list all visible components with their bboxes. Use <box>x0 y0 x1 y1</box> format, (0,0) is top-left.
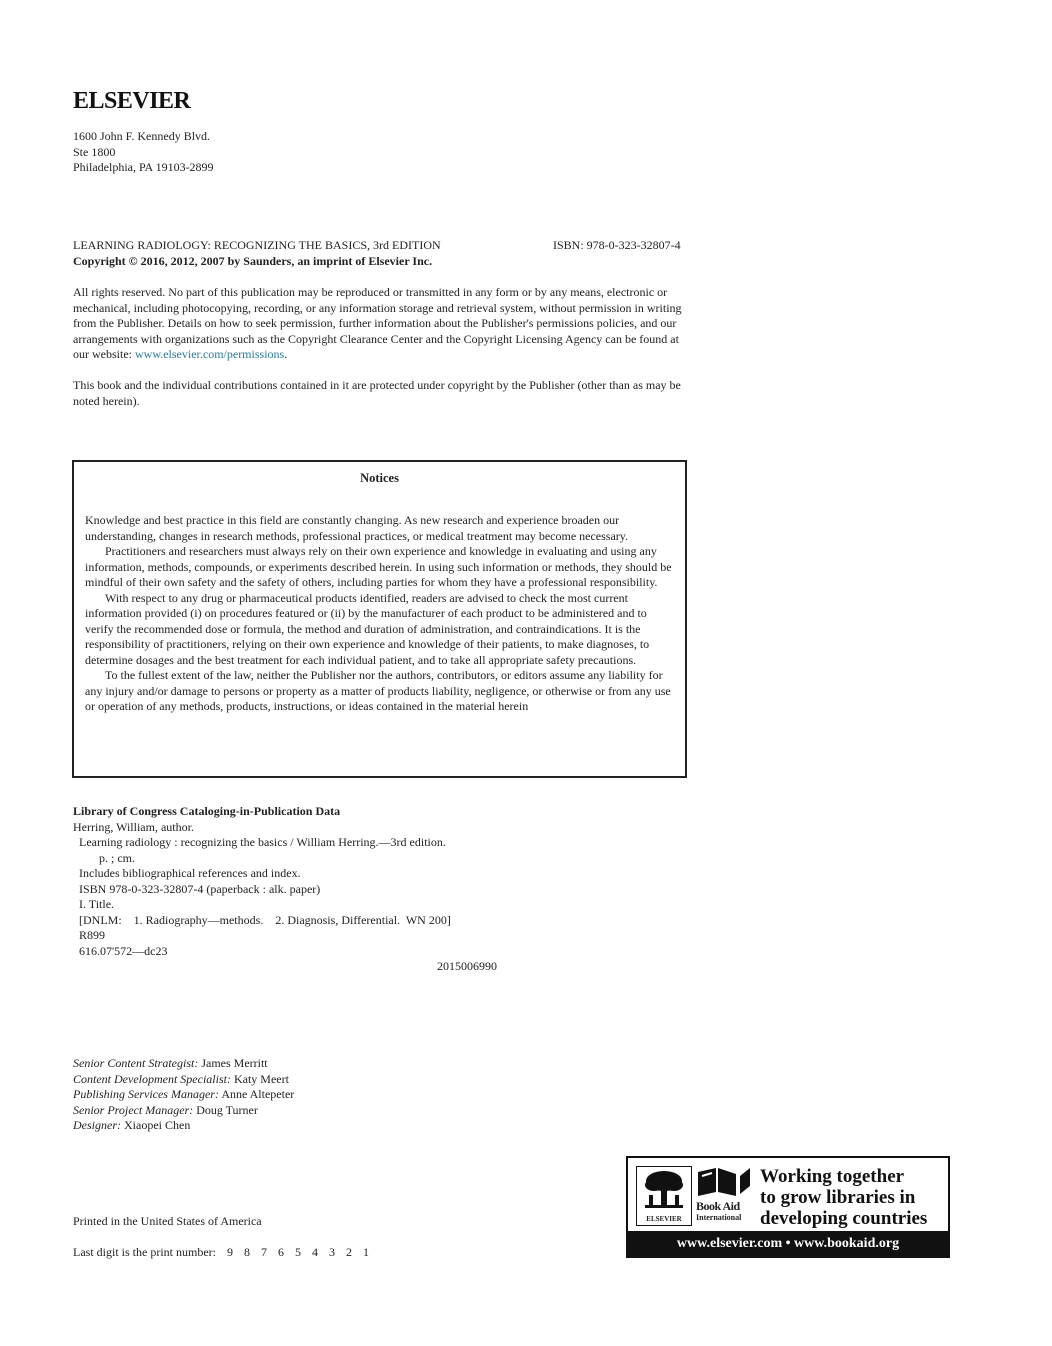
cataloging-lccn: 2015006990 <box>437 959 497 973</box>
tagline-line: to grow libraries in <box>760 1187 916 1208</box>
credit-name: Xiaopei Chen <box>124 1118 191 1132</box>
notice-paragraph: To the fullest extent of the law, neither the Publisher nor the authors, contributors, or editors assume any liability for any injury and/or damage to persons or property as a matter of products liability, negligence, or otherwise or from any use or operation of any methods, products, instructions, or ideas contained in the material herein <box>85 668 671 713</box>
bookaid-logo-sub: International <box>696 1213 742 1222</box>
notice-paragraph: Knowledge and best practice in this field are constantly changing. As new research and experience broaden our understanding, changes in research methods, professional practices, or medical treatment may become necessary. <box>85 513 629 543</box>
print-number-digits: 9 8 7 6 5 4 3 2 1 <box>226 1245 369 1259</box>
elsevier-small-text: ELSEVIER <box>646 1215 682 1223</box>
notice-paragraph: With respect to any drug or pharmaceutical products identified, readers are advised to check the most current information provided (i) on procedures featured or (ii) by the manufacturer of each product to be administered and to verify the recommended dose or formula, the method and duration of administration, and contraindications. It is the responsibility of practitioners, relying on their own experience and knowledge of their patients, to make diagnoses, to determine dosages and the best treatment for each individual patient, and to take all appropriate safety precautions. <box>85 590 650 667</box>
rights-end: . <box>284 347 288 361</box>
rights-statement <box>73 285 693 363</box>
print-number-label: Last digit is the print number: <box>73 1245 216 1259</box>
address-line: Ste 1800 <box>73 144 116 159</box>
credit-role: Publishing Services Manager: <box>73 1087 219 1101</box>
credit-role: Designer: <box>73 1118 121 1132</box>
cataloging-call-number: R899 <box>79 928 106 942</box>
elsevier-tree-logo <box>636 1166 692 1226</box>
tree-icon <box>637 1167 691 1211</box>
print-number-line <box>73 1245 369 1261</box>
credit-name: Katy Meert <box>233 1071 289 1086</box>
book-title: LEARNING RADIOLOGY: RECOGNIZING THE BASICS, 3rd EDITION <box>73 238 441 252</box>
cataloging-author: Herring, William, author. <box>73 819 194 834</box>
cataloging-dnlm: [DNLM: 1. Radiography—methods. 2. Diagnosis, Differential. WN 200] <box>79 912 451 927</box>
book-icon <box>696 1166 752 1200</box>
cataloging-title-entry: I. Title. <box>79 897 115 911</box>
cataloging-dewey: 616.07'572—dc23 <box>79 943 168 958</box>
tagline-line: Working together <box>760 1166 905 1187</box>
notices-box <box>72 460 687 778</box>
credit-item <box>73 1118 294 1134</box>
notices-body <box>85 513 676 715</box>
credit-item <box>73 1072 294 1088</box>
credit-role: Content Development Specialist: <box>73 1071 231 1086</box>
notices-title: Notices <box>360 471 399 485</box>
bookaid-logo <box>696 1166 752 1224</box>
credit-name: Doug Turner <box>196 1102 258 1117</box>
publisher-address <box>73 129 214 176</box>
cataloging-heading: Library of Congress Cataloging-in-Publication Data <box>73 804 341 818</box>
bookaid-tagline <box>760 1166 927 1229</box>
printed-in: Printed in the United States of America <box>73 1214 262 1228</box>
publisher-logo: ELSEVIER <box>73 88 191 114</box>
credit-item <box>73 1087 294 1103</box>
credits-list <box>73 1056 294 1134</box>
book-isbn: ISBN: 978-0-323-32807-4 <box>553 238 681 252</box>
rights-text: All rights reserved. No part of this publication may be reproduced or transmitted in any form or by any means, electronic or mechanical, including photocopying, recording, or any information storage and retrieval system, without permission in writing from the Publisher. Details on how to seek permission, further information about the Publisher's permissions policies, and our arrangements with organizations such as the Copyright Clearance Center and the Copyright Licensing Agency can be found at our website: <box>73 285 682 361</box>
permissions-link[interactable]: www.elsevier.com/permissions <box>135 347 285 361</box>
address-line: Philadelphia, PA 19103-2899 <box>73 160 214 174</box>
cataloging-title: Learning radiology : recognizing the basics / William Herring.—3rd edition. <box>79 835 446 849</box>
bookaid-logo-name: Book Aid <box>696 1199 740 1213</box>
bookaid-footer: www.elsevier.com • www.bookaid.org <box>628 1231 948 1256</box>
notice-paragraph: Practitioners and researchers must always rely on their own experience and knowledge in evaluating and using any information, methods, compounds, or experiments described herein. In using such information or methods, they should be mindful of their own safety and the safety of others, including parties for whom they have a professional responsibility. <box>85 544 672 589</box>
copyright-line: Copyright © 2016, 2012, 2007 by Saunders, an imprint of Elsevier Inc. <box>73 254 433 268</box>
credit-name: Anne Altepeter <box>221 1087 295 1101</box>
credit-item <box>73 1056 294 1072</box>
credit-item <box>73 1103 294 1119</box>
cataloging-isbn: ISBN 978-0-323-32807-4 (paperback : alk. paper) <box>79 881 321 896</box>
bookaid-banner <box>626 1156 950 1258</box>
cataloging-notes: Includes bibliographical references and index. <box>79 866 301 880</box>
credit-role: Senior Content Strategist: <box>73 1056 199 1070</box>
address-line: 1600 John F. Kennedy Blvd. <box>73 129 211 143</box>
credit-role: Senior Project Manager: <box>73 1102 194 1117</box>
book-title-line <box>73 238 693 254</box>
tagline-line: developing countries <box>760 1208 928 1229</box>
credit-name: James Merritt <box>201 1056 268 1070</box>
cataloging-data <box>73 804 513 975</box>
cataloging-physical: p. ; cm. <box>99 850 135 865</box>
protected-statement: This book and the individual contributions contained in it are protected under copyright by the Publisher (other than as may be noted herein). <box>73 378 681 408</box>
